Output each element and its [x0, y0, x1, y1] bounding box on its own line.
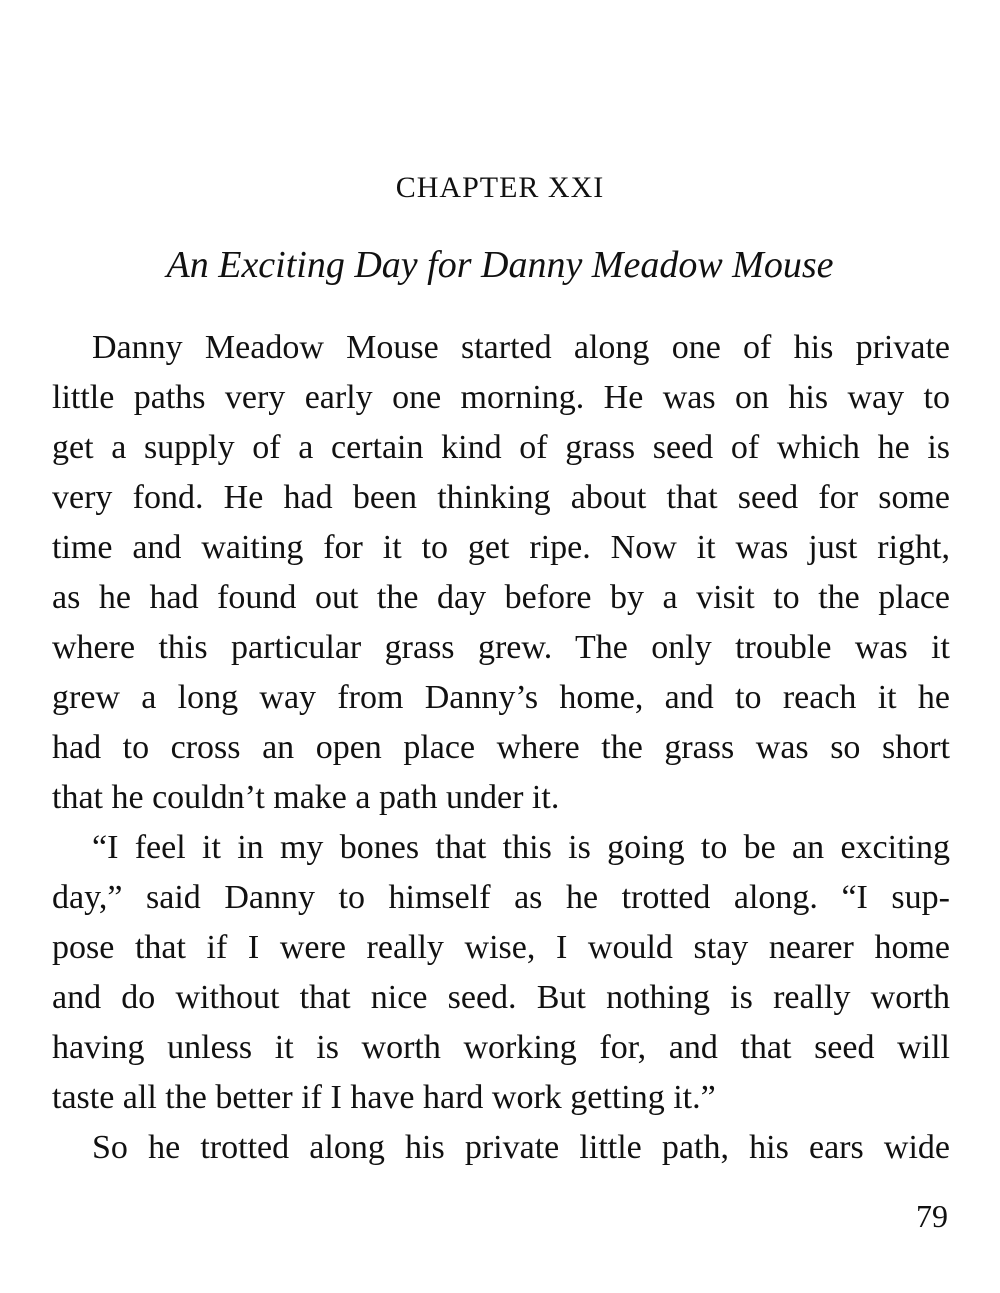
page-number: 79 — [916, 1198, 948, 1234]
text-line: grew a long way from Danny’s home, and to reach it he — [52, 679, 950, 716]
text-line: as he had found out the day before by a visit to the place — [52, 579, 950, 616]
text-line: little paths very early one morning. He was on his way to — [52, 379, 950, 416]
text-line: very fond. He had been thinking about that seed for some — [52, 479, 950, 516]
text-line: Danny Meadow Mouse started along one of his private — [92, 329, 950, 366]
text-line: pose that if I were really wise, I would stay nearer home — [52, 929, 950, 966]
text-line: having unless it is worth working for, and that seed will — [52, 1029, 950, 1066]
text-line: where this particular grass grew. The only trouble was it — [52, 629, 950, 666]
text-line: that he couldn’t make a path under it. — [52, 779, 560, 816]
text-line: get a supply of a certain kind of grass seed of which he is — [52, 429, 950, 466]
text-line: taste all the better if I have hard work getting it.” — [52, 1079, 716, 1116]
chapter-label: CHAPTER XXI — [395, 171, 605, 204]
text-line: had to cross an open place where the grass was so short — [52, 729, 950, 766]
text-line: and do without that nice seed. But nothing is really worth — [52, 979, 950, 1016]
body-text — [52, 323, 950, 1173]
text-line: So he trotted along his private little path, his ears wide — [92, 1129, 950, 1166]
text-line: day,” said Danny to himself as he trotted along. “I sup- — [52, 879, 950, 916]
text-line: time and waiting for it to get ripe. Now it was just right, — [52, 529, 950, 566]
chapter-title: An Exciting Day for Danny Meadow Mouse — [166, 244, 834, 286]
text-line: “I feel it in my bones that this is going to be an exciting — [92, 829, 950, 866]
